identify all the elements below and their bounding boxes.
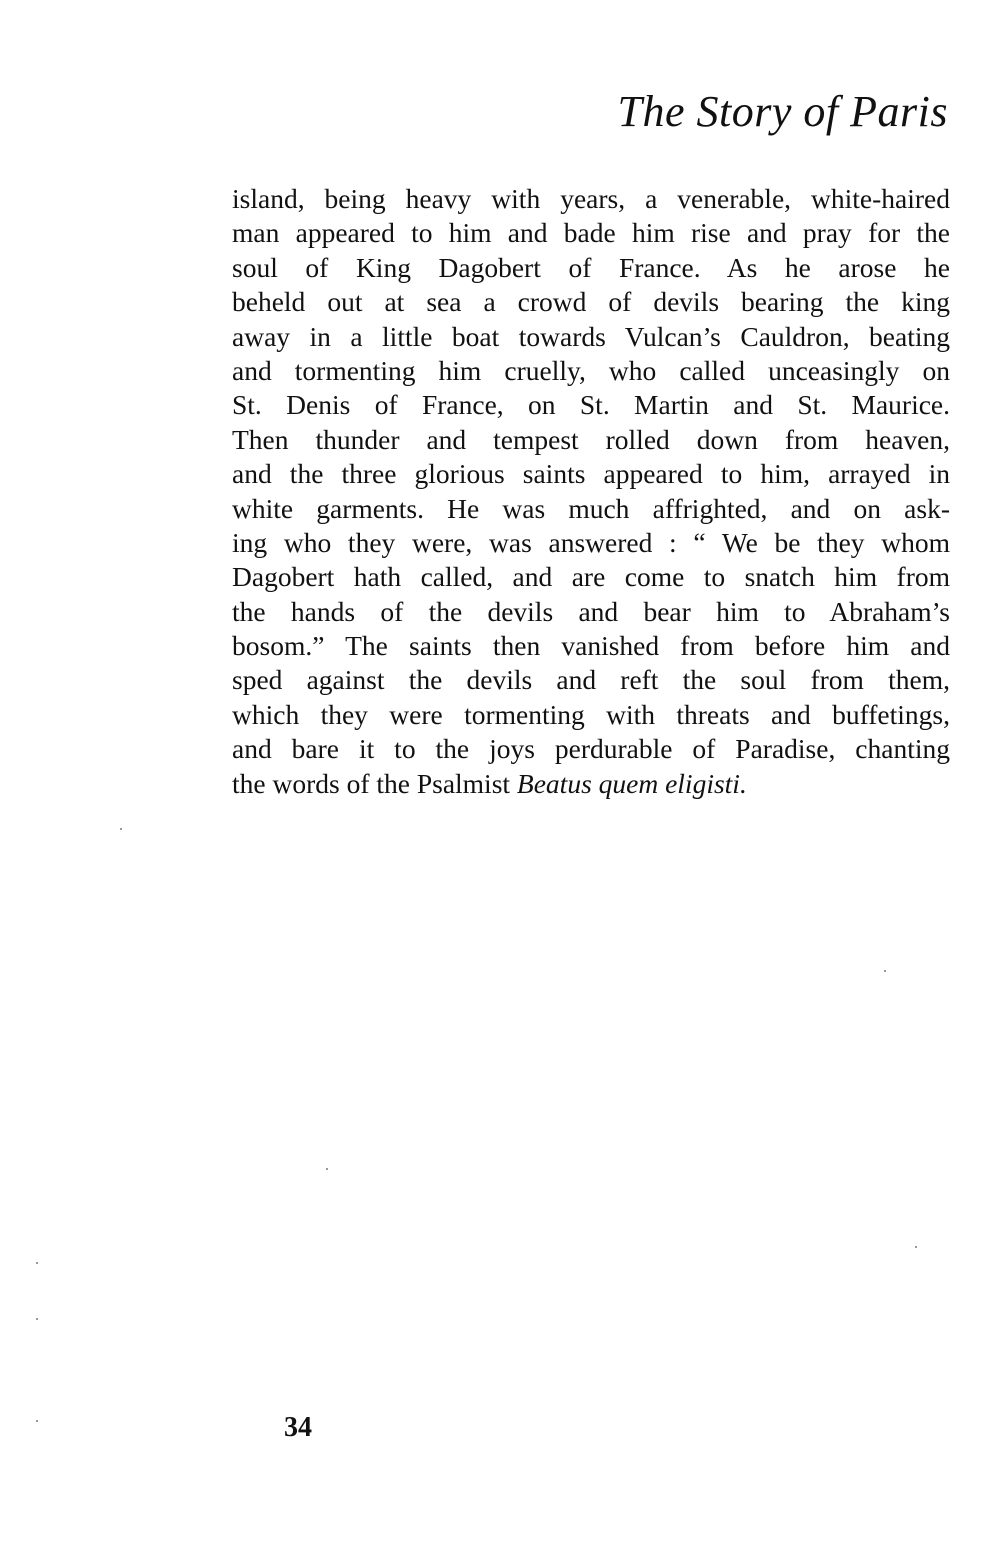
running-head: The Story of Paris — [617, 87, 948, 136]
text-line: sped against the devils and reft the soul from them, — [232, 664, 950, 696]
text-line: which they were tormenting with threats and buffetings, — [232, 698, 950, 730]
text-line: the hands of the devils and bear him to Abraham’s — [232, 595, 950, 627]
text-line: soul of King Dagobert of France. As he arose he — [232, 251, 950, 283]
text-line: and the three glorious saints appeared to him, arrayed in — [232, 458, 950, 490]
text-line: bosom.” The saints then vanished from before him and — [232, 630, 950, 662]
text-line: man appeared to him and bade him rise and pray for the — [232, 217, 950, 249]
scan-speck — [36, 1262, 38, 1264]
text-line-last-roman: the words of the Psalmist — [232, 767, 517, 799]
scan-speck — [36, 1420, 38, 1422]
text-line: white garments. He was much affrighted, and on ask- — [232, 492, 950, 524]
text-line: away in a little boat towards Vulcan’s Cauldron, beating — [232, 320, 950, 352]
text-line: St. Denis of France, on St. Martin and St. Maurice. — [232, 389, 950, 421]
text-line: beheld out at sea a crowd of devils bearing the king — [232, 286, 950, 318]
latin-quote: Beatus quem eligisti. — [516, 767, 747, 799]
text-line: Then thunder and tempest rolled down from heaven, — [232, 423, 950, 455]
scan-speck — [915, 1246, 917, 1248]
text-line: ing who they were, was answered : “ We be they whom — [232, 526, 950, 558]
text-line: and bare it to the joys perdurable of Paradise, chanting — [232, 733, 950, 765]
scan-speck — [36, 1318, 38, 1320]
body-text — [232, 182, 950, 801]
text-line: Dagobert hath called, and are come to snatch him from — [232, 561, 950, 593]
text-line: island, being heavy with years, a venerable, white-haired — [232, 183, 950, 214]
scan-speck — [326, 1168, 328, 1170]
text-line: and tormenting him cruelly, who called unceasingly on — [232, 354, 950, 386]
scan-speck — [120, 828, 122, 830]
scan-speck — [884, 970, 886, 972]
page-number: 34 — [284, 1412, 312, 1443]
text-line-last — [232, 767, 950, 801]
